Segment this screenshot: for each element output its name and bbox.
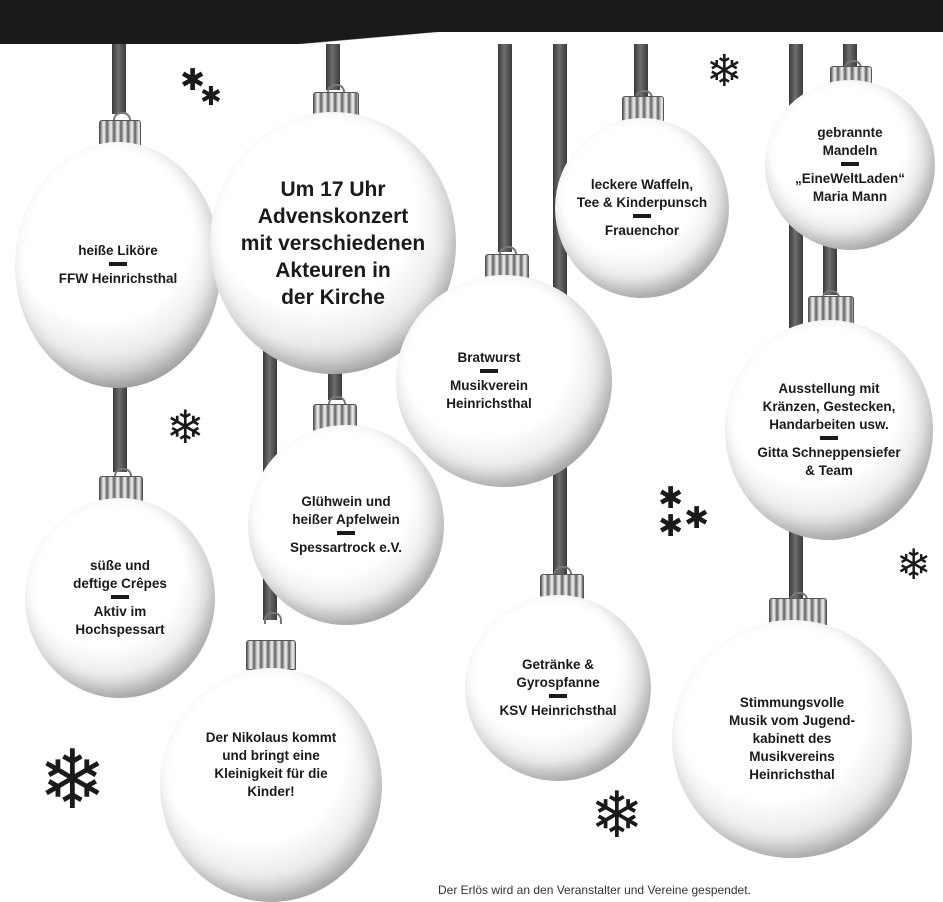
ornament-nikolaus [160, 668, 382, 902]
ornament-text-line: heiße Liköre [78, 243, 158, 258]
ornament-text-line: der Kirche [281, 285, 385, 309]
ornament-likoere-text [59, 242, 178, 288]
asterisk-icon: ✱ [658, 509, 684, 544]
ornament-text-line: Stimmungsvolle [739, 695, 845, 710]
separator-bar [109, 262, 127, 266]
separator-bar [111, 595, 129, 599]
ornament-konzert-text [241, 176, 425, 311]
ornament-string [634, 44, 648, 96]
asterisk-icon: ✱ [180, 63, 206, 98]
separator-bar [337, 531, 355, 535]
ornament-text-line: deftige Crêpes [73, 576, 167, 591]
separator-bar [633, 214, 651, 218]
ornament-text-line: süße und [90, 558, 150, 573]
separator-bar [820, 436, 838, 440]
vendor-name: Maria Mann [812, 189, 888, 204]
snowflake-icon: ❄ [590, 779, 644, 853]
separator-bar [549, 694, 567, 698]
snowflake-icon: ❄ [166, 400, 205, 454]
ornament-string [113, 380, 127, 472]
ornament-text-line: kabinett des [752, 731, 832, 746]
vendor-name: Frauenchor [604, 223, 680, 238]
ornament-waffeln [555, 118, 729, 298]
ornament-text-line: gebrannte [817, 125, 883, 140]
ornament-mandeln [765, 80, 935, 250]
ornament-bratwurst [396, 275, 612, 487]
ornament-text-line: Tee & Kinderpunsch [576, 195, 708, 210]
ornament-text-line: leckere Waffeln, [590, 177, 694, 192]
ornament-text-line: Glühwein und [301, 494, 391, 509]
ornament-text-line: Der Nikolaus kommt [205, 730, 337, 745]
vendor-name: Musikverein [449, 378, 529, 393]
vendor-name: Hochspessart [75, 622, 165, 637]
snowflake-icon: ❄ [38, 733, 107, 828]
vendor-name: KSV Heinrichsthal [499, 703, 617, 718]
ornament-crepes-text [73, 557, 167, 639]
vendor-name: „EineWeltLaden“ [794, 171, 906, 186]
ornament-string [498, 44, 512, 252]
ornament-crepes [25, 498, 215, 698]
snowflake-icon: ❄ [706, 46, 743, 97]
vendor-name: Spessartrock e.V. [289, 540, 403, 555]
ornament-ausstellung-text [757, 380, 900, 480]
ornament-cap [246, 640, 296, 670]
ornament-text-line: Kinder! [247, 784, 295, 799]
footer-note: Der Erlös wird an den Veranstalter und Vereine gespendet. [438, 883, 751, 897]
ornament-text-line: Kränzen, Gestecken, [762, 399, 896, 414]
ornament-getraenke [465, 595, 651, 781]
ornament-ausstellung [725, 320, 933, 540]
ornament-text-line: Musikvereins [749, 749, 835, 764]
separator-bar [841, 162, 859, 166]
ornament-string [112, 44, 126, 114]
vendor-name: Gitta Schneppensiefer [757, 445, 901, 460]
ornament-text-line: Musik vom Jugend- [728, 713, 855, 728]
separator-bar [480, 369, 498, 373]
ornament-text-line: mit verschiedenen [240, 231, 426, 255]
ornament-text-line: Mandeln [822, 143, 878, 158]
ornament-text-line: Ausstellung mit [778, 381, 880, 396]
ornament-text-line: Akteuren in [275, 258, 391, 282]
vendor-name: FFW Heinrichsthal [58, 271, 178, 286]
ornament-text-line: Getränke & [521, 657, 595, 672]
ornament-text-line: heißer Apfelwein [292, 512, 400, 527]
ornament-gluehwein-text [290, 493, 402, 557]
snowflake-icon: ❄ [896, 540, 932, 589]
asterisk-icon: ✱ [658, 481, 684, 516]
ornament-musik-text [729, 694, 855, 784]
ornament-getraenke-text [499, 656, 616, 720]
vendor-name: & Team [805, 463, 853, 478]
asterisk-icon: ✱ [200, 82, 222, 112]
ornament-text-line: Kleinigkeit für die [214, 766, 328, 781]
ornament-text-line: Um 17 Uhr [280, 177, 386, 201]
ornament-nikolaus-text [206, 729, 337, 801]
ornament-text-line: Heinrichsthal [749, 767, 835, 782]
ornament-text-line: Gyrospfanne [516, 675, 600, 690]
ornament-gluehwein [248, 425, 444, 625]
ornament-waffeln-text [577, 176, 707, 240]
ornament-bratwurst-text [446, 349, 532, 413]
vendor-name: Heinrichsthal [446, 396, 532, 411]
ornament-mandeln-text [795, 124, 905, 206]
ornament-text-line: Advenskonzert [257, 204, 409, 228]
ornament-musik [672, 620, 912, 858]
ornament-text-line: Bratwurst [457, 350, 521, 365]
vendor-name: Aktiv im [93, 604, 147, 619]
ornament-loop [264, 612, 282, 624]
asterisk-icon: ✱ [684, 501, 710, 536]
ornament-text-line: und bringt eine [222, 748, 320, 763]
ornament-likoere [15, 142, 221, 388]
ornament-text-line: Handarbeiten usw. [769, 417, 889, 432]
header-bar [0, 0, 943, 44]
